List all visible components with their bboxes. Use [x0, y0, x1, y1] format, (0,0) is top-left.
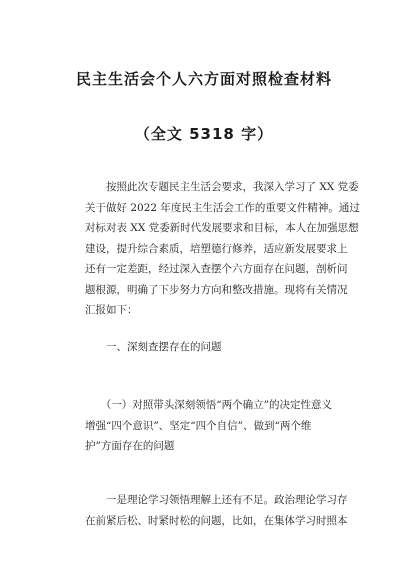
- text-line: 护”方面存在的问题: [85, 440, 175, 452]
- text-line: 汇报如下：: [85, 304, 138, 316]
- text-line: （一）对照带头深刻领悟“两个确立”的决定性意义: [85, 399, 332, 411]
- subsection-paragraph: [85, 395, 331, 457]
- text-line: 对标对表 XX 党委新时代发展要求和目标，本人在加强思想: [85, 222, 359, 234]
- text-line: 关于做好 2022 年度民主生活会工作的重要文件精神。通过: [85, 201, 360, 214]
- body-paragraph: [85, 490, 348, 531]
- text-line: 一是理论学习领悟理解上还有不足。政治理论学习存: [85, 494, 348, 506]
- text-line: 还有一定差距，经过深入查摆个六方面存在问题，剖析问: [85, 263, 348, 275]
- section-heading: [85, 337, 331, 358]
- text-line: 题根源，明确了下步努力方向和整改措施。现将有关情况: [85, 283, 348, 296]
- document-title: 民主生活会个人六方面对照检查材料: [75, 70, 332, 88]
- text-line: 建设，提升综合素质，培塑德行修养，适应新发展要求上: [85, 242, 348, 255]
- intro-paragraph: [85, 177, 360, 321]
- document-subtitle: （全文 5318 字）: [134, 125, 274, 143]
- text-line: 在前紧后松、时紧时松的问题，比如，在集体学习时照本: [85, 514, 348, 527]
- text-line: 增强“四个意识”、坚定“四个自信”、做到“两个维: [85, 419, 312, 432]
- text-line: 按照此次专题民主生活会要求，我深入学习了 XX 党委: [85, 181, 359, 193]
- section-heading-text: 一、深刻查摆存在的问题: [85, 341, 222, 353]
